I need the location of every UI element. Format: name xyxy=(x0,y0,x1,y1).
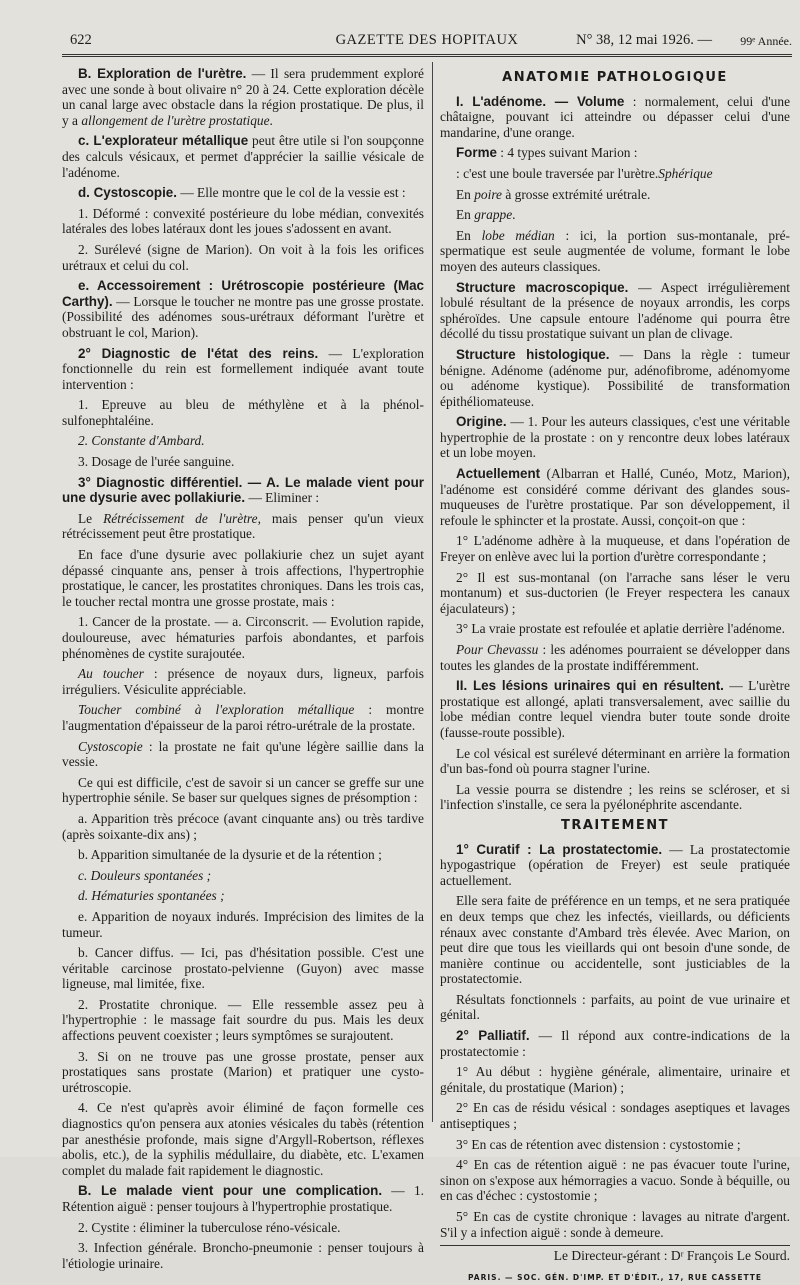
paragraph-text: 1. Cancer de la prostate. — a. Circonscrit. — Evolution rapide, douloureuse, avec hématuries parfois abondantes, et parfois phénomènes de cystite surajoutée. xyxy=(62,614,424,661)
paragraph xyxy=(440,1137,790,1153)
paragraph xyxy=(62,775,424,806)
paragraph xyxy=(440,145,790,161)
italic-text: c. Douleurs spontanées ; xyxy=(78,867,212,883)
paragraph-text: (Albarran et Hallé, Cunéo, Motz, Marion), l'adénome est considéré comme dérivant des glandes sous-muqueuses de l'urètre prostatique. Par son développement, il refoule le sphincter et la prostate. Aussi, conçoit-on que : xyxy=(440,466,790,528)
paragraph-text: 2. Surélevé (signe de Marion). On voit à la fois les orifices urétraux et celui du col. xyxy=(62,241,424,273)
paragraph xyxy=(440,94,790,141)
paragraph-heading: Structure macroscopique. xyxy=(456,279,629,295)
paragraph xyxy=(440,570,790,617)
paragraph-text: Le xyxy=(78,510,104,526)
paragraph xyxy=(62,909,424,940)
paragraph-heading: Origine. xyxy=(456,414,507,430)
paragraph-text: Le col vésical est surélevé déterminant en arrière la formation d'un bas-fond où pourra stagner l'urine. xyxy=(440,745,790,777)
page-header xyxy=(62,30,792,55)
paragraph xyxy=(62,888,424,904)
paragraph-text: 3. Infection générale. Broncho-pneumonie : penser toujours à l'étiologie urinaire. xyxy=(62,1240,424,1271)
paragraph xyxy=(440,842,790,889)
paragraph-text: 1° L'adénome adhère à la muqueuse, et dans l'opération de Freyer on enlève avec lui la portion d'urètre correspondante ; xyxy=(440,533,790,565)
paragraph-text: , mais penser qu'un vieux rétrécissement peut être prostatique. xyxy=(62,510,425,542)
paragraph xyxy=(440,678,790,740)
issue-date: N° 38, 12 mai 1926. — xyxy=(576,32,712,48)
editor-line: Le Directeur-gérant : Dʳ François Le Sourd. xyxy=(553,1248,790,1264)
paragraph xyxy=(62,346,424,393)
paragraph xyxy=(440,166,790,182)
paragraph xyxy=(62,666,424,697)
paragraph xyxy=(440,187,790,203)
paragraph-text: — 1. Pour les auteurs classiques, c'est une véritable hypertrophie de la prostate : on y rencontre deux lobes latéraux et un lobe moyen. xyxy=(440,414,790,461)
paragraph xyxy=(62,1183,424,1214)
paragraph-text: 4° En cas de rétention aiguë : ne pas évacuer toute l'urine, sinon on s'expose aux hémorragies a vacuo. Sonde à béquille, ou en cas d'échec : cystostomie ; xyxy=(440,1157,790,1204)
paragraph xyxy=(62,511,424,542)
paragraph-text: : la prostate ne fait qu'une légère saillie dans la vessie. xyxy=(62,738,424,770)
paragraph-text: 2° Il est sus-montanal (on l'arrache sans léser le veru montanum) et sus-ductorien (le Freyer respectera les canaux éjaculateurs) ; xyxy=(440,569,790,616)
paragraph-text: — Eliminer : xyxy=(245,490,320,506)
paragraph-text: 1. Déformé : convexité postérieure du lobe médian, convexités latérales des lobes latéraux dont les joues s'adossent en avant. xyxy=(62,205,424,237)
paragraph-text: peut être utile si l'on soupçonne des calculs vésicaux, et permet d'apprécier la saillie vésicale de l'adénome. xyxy=(62,133,424,180)
italic-text: Au toucher xyxy=(78,666,144,682)
header-rule xyxy=(62,56,792,57)
paragraph-text: — L'exploration fonctionnelle du rein est formellement indiquée avant toute intervention : xyxy=(62,345,424,392)
paragraph-text: b. Cancer diffus. — Ici, pas d'hésitation possible. C'est une véritable carcinose prostato-pelvienne (Guyon) avec masse ligneuse, mal limitée, fixe. xyxy=(62,945,424,992)
paragraph-text: 5° En cas de cystite chronique : lavages au nitrate d'argent. S'il y a infection aiguë : sonde à demeure. xyxy=(440,1209,790,1240)
paragraph xyxy=(62,206,424,237)
paragraph-text: En xyxy=(456,207,475,223)
paragraph-text: à grosse extrémité urétrale. xyxy=(502,186,651,202)
journal-title: GAZETTE DES HOPITAUX xyxy=(335,32,519,48)
paragraph xyxy=(440,1209,790,1240)
paragraph-heading: Forme xyxy=(456,145,497,161)
paragraph xyxy=(62,133,424,180)
paragraph-text: . xyxy=(269,112,273,128)
paragraph xyxy=(440,347,790,409)
paragraph-text: . xyxy=(512,207,516,223)
page-number: 622 xyxy=(70,32,92,48)
paragraph-text: En xyxy=(456,186,475,202)
paragraph-text: — L'urètre prostatique est allongé, aplati transversalement, avec saillie du lobe médian contre lequel viendra buter toute sonde droite (fausse-route possible). xyxy=(440,678,790,740)
italic-text: d. Hématuries spontanées ; xyxy=(78,888,225,904)
paragraph-text: — Elle montre que le col de la vessie est : xyxy=(176,185,406,201)
italic-text: Rétrécissement de l'urètre xyxy=(103,510,258,526)
paragraph xyxy=(62,811,424,842)
paragraph xyxy=(440,621,790,637)
paragraph-text: 1° Au début : hygiène générale, alimentaire, urinaire et génitale, du prostatique (Marion) ; xyxy=(440,1064,790,1095)
paragraph-heading: 3° Diagnostic différentiel. — A. Le malade vient pour une dysurie avec pollakiurie. xyxy=(62,474,424,506)
italic-text: Sphérique xyxy=(658,165,713,181)
paragraph-heading: I. L'adénome. — Volume xyxy=(456,93,625,109)
column-divider xyxy=(432,62,433,1122)
italic-text: grappe xyxy=(474,207,513,223)
paragraph-heading: Actuellement xyxy=(456,466,541,482)
paragraph-text: 2° En cas de résidu vésical : sondages aseptiques et lavages antiseptiques ; xyxy=(440,1100,790,1132)
paragraph xyxy=(62,242,424,273)
paragraph xyxy=(62,702,424,733)
italic-text: Toucher combiné à l'exploration métallique xyxy=(78,702,355,718)
paragraph xyxy=(62,1220,424,1236)
paragraph xyxy=(62,614,424,661)
section-heading-anatomie: ANATOMIE PATHOLOGIQUE xyxy=(502,70,728,85)
paragraph xyxy=(62,945,424,992)
paragraph-text: En xyxy=(456,227,482,243)
paragraph xyxy=(62,1100,424,1178)
paragraph-text: e. Apparition de noyaux indurés. Imprécision des limites de la tumeur. xyxy=(62,908,424,940)
paragraph xyxy=(440,207,790,223)
section-heading-traitement: TRAITEMENT xyxy=(560,817,670,833)
paragraph-text: — Dans la règle : tumeur bénigne. Adénome (adénome pur, adénofibrome, adénomyome ou adénome kystique). Possibilité de transformation épithéliomateuse. xyxy=(440,346,790,409)
paragraph xyxy=(440,533,790,564)
paragraph xyxy=(62,185,424,201)
traitement-paragraphs xyxy=(440,842,790,1241)
paragraph-text: 2. Prostatite chronique. — Elle ressemble assez peu à l'hypertrophie : le massage fait sourdre du pus. Mais les deux affections peuvent coexister ; leurs symptômes se surajoutent. xyxy=(62,996,424,1044)
paragraph xyxy=(440,1157,790,1204)
paragraph-heading: 2° Diagnostic de l'état des reins. xyxy=(78,345,319,361)
italic-text: allongement de l'urètre prostatique xyxy=(81,112,270,128)
paragraph xyxy=(440,893,790,987)
paragraph xyxy=(440,228,790,275)
italic-text: Cystoscopie xyxy=(78,738,143,754)
paragraph-text: — Lorsque le toucher ne montre pas une grosse prostate. (Possibilité des adénomes sous-urétraux déformant l'urètre et obstruant le col, Marion). xyxy=(62,293,424,340)
paragraph xyxy=(62,454,424,470)
paragraph-text: a. Apparition très précoce (avant cinquante ans) ou très tardive (après soixante-dix ans) ; xyxy=(62,810,424,842)
paragraph xyxy=(62,997,424,1044)
paragraph xyxy=(62,547,424,609)
paragraph xyxy=(62,433,424,449)
paragraph-heading: c. L'explorateur métallique xyxy=(78,133,249,149)
paragraph xyxy=(440,466,790,528)
italic-text: Pour Chevassu xyxy=(456,642,539,657)
paragraph xyxy=(62,66,424,128)
paragraph xyxy=(440,1028,790,1059)
paragraph-text: Résultats fonctionnels : parfaits, au point de vue urinaire et génital. xyxy=(440,991,790,1023)
paragraph-text: : normalement, celui d'une châtaigne, pouvant ici atteindre ou dépasser celui d'une mandarine, d'une orange. xyxy=(440,93,791,140)
paragraph-text: 3. Dosage de l'urée sanguine. xyxy=(78,454,235,470)
paragraph-heading: 2° Palliatif. xyxy=(456,1028,530,1044)
paragraph xyxy=(440,782,790,813)
paragraph xyxy=(440,280,790,342)
paragraph-heading: B. Le malade vient pour une complication. xyxy=(78,1183,383,1199)
right-column xyxy=(440,66,790,1285)
paragraph-heading: 1° Curatif : La prostatectomie. xyxy=(456,841,663,857)
paragraph xyxy=(440,642,790,673)
paragraph-heading: Structure histologique. xyxy=(456,346,610,362)
paragraph-text: : montre l'augmentation d'épaisseur de la paroi rétro-urétrale de la prostate. xyxy=(62,702,424,733)
paragraph xyxy=(62,1049,424,1096)
italic-text: lobe médian xyxy=(481,227,555,243)
paragraph-text: — 1. Rétention aiguë : penser toujours à l'hypertrophie prostatique. xyxy=(62,1183,424,1214)
paragraph-text: 3. Si on ne trouve pas une grosse prostate, penser aux prostatiques sans prostate (Marion) et pratiquer une cysto-urétroscopie. xyxy=(62,1048,424,1095)
printer-line: PARIS. — SOC. GÉN. D'IMP. ET D'ÉDIT., 17, RUE CASSETTE xyxy=(468,1272,762,1282)
paragraph-text: 3° En cas de rétention avec distension : cystostomie ; xyxy=(456,1136,741,1152)
paragraph-text: — Il sera prudemment exploré avec une sonde à bout olivaire n° 20 à 24. Cette exploration décèle un canal large avec obstacle dans la région prostatique. De plus, il y a xyxy=(62,66,424,128)
paragraph-text: La vessie pourra se distendre ; les reins se scléroser, et si l'infection s'installe, ce sera la pyélonéphrite ascendante. xyxy=(440,781,790,813)
paragraph-text: 1. Epreuve au bleu de méthylène et à la phénol-sulfonephtaléine. xyxy=(62,397,424,428)
paragraph xyxy=(62,868,424,884)
paragraph-text: : c'est une boule traversée par l'urètre. xyxy=(456,165,659,181)
paragraph xyxy=(440,746,790,777)
paragraph-text: Elle sera faite de préférence en un temps, et ne sera pratiquée en deux temps que chez les infectés, vieillards, ou déficients rénaux avec constante d'Ambard très élevée. Avec Marion, on peut dire que tous les vieillards qui ont besoin d'une sonde, de manière continue ou accidentelle, sont justiciables de la prostatectomie. xyxy=(440,893,790,987)
left-column xyxy=(62,66,424,1276)
paragraph xyxy=(62,739,424,770)
paragraph-text: : présence de noyaux durs, ligneux, parfois irréguliers. Vésiculite appréciable. xyxy=(62,666,424,697)
paragraph-heading: B. Exploration de l'urètre. xyxy=(78,66,247,81)
anatomie-paragraphs xyxy=(440,94,790,813)
paragraph-text: 2. Cystite : éliminer la tuberculose réno-vésicale. xyxy=(78,1219,341,1235)
paragraph-heading: d. Cystoscopie. xyxy=(78,185,177,201)
year-label: 99ᵉ Année. xyxy=(740,34,792,48)
italic-text: 2. Constante d'Ambard. xyxy=(78,433,205,449)
paragraph-text: — Il répond aux contre-indications de la prostatectomie : xyxy=(440,1028,790,1059)
paragraph xyxy=(62,475,424,506)
paragraph-text: : 4 types suivant Marion : xyxy=(496,145,638,161)
paragraph-text: — Aspect irrégulièrement lobulé résultant de la présence de noyaux arrondis, les corps sphéroïdes. Une capsule entoure l'adénome qui pourra être décollé du tissu prostatique suivant un plan de clivage. xyxy=(440,279,790,342)
paragraph-text: 4. Ce n'est qu'après avoir éliminé de façon formelle ces diagnostics qu'on pensera aux atonies vésicales du tabès (rétention par anesthésie profonde, mais signe d'Argyll-Robertson, réflexes abolis, etc.), de la syphilis médullaire, du diabète, etc. L'examen complet du malade fait rapidement le diagnostic. xyxy=(62,1100,424,1178)
paragraph xyxy=(440,1064,790,1095)
paragraph-text: — La prostatectomie hypogastrique (opération de Freyer) est seule pratiquée actuellement. xyxy=(440,841,790,888)
paragraph xyxy=(440,414,790,461)
paragraph xyxy=(62,278,424,340)
paragraph xyxy=(62,847,424,863)
footer-rule xyxy=(440,1245,790,1246)
paragraph xyxy=(440,1100,790,1131)
paragraph-heading: e. Accessoirement : Urétroscopie postérieure (Mac Carthy). xyxy=(62,278,424,309)
paragraph-text: Ce qui est difficile, c'est de savoir si un cancer se greffe sur une hypertrophie sénile. Se baser sur quelques signes de présomption : xyxy=(62,774,424,806)
paragraph-text: b. Apparition simultanée de la dysurie et de la rétention ; xyxy=(78,847,382,863)
paragraph-text: En face d'une dysurie avec pollakiurie chez un sujet ayant dépassé cinquante ans, penser à trois affections, l'hypertrophie prostatique, le cancer, les prostatites chroniques. Dans les trois cas, le toucher rectal montra une grosse prostate, mais : xyxy=(62,547,424,609)
paragraph xyxy=(440,992,790,1023)
paragraph-text: : les adénomes pourraient se développer dans toutes les glandes de la prostate indifféremment. xyxy=(440,642,790,673)
italic-text: poire xyxy=(474,186,503,202)
paragraph-heading: II. Les lésions urinaires qui en résultent. xyxy=(456,678,724,694)
paragraph-text: : ici, la portion sus-montanale, pré-spermatique est seule augmentée de volume, formant le lobe moyen des auteurs classiques. xyxy=(440,227,790,274)
paragraph xyxy=(62,397,424,428)
paragraph xyxy=(62,1240,424,1271)
paragraph-text: 3° La vraie prostate est refoulée et aplatie derrière l'adénome. xyxy=(456,621,785,637)
